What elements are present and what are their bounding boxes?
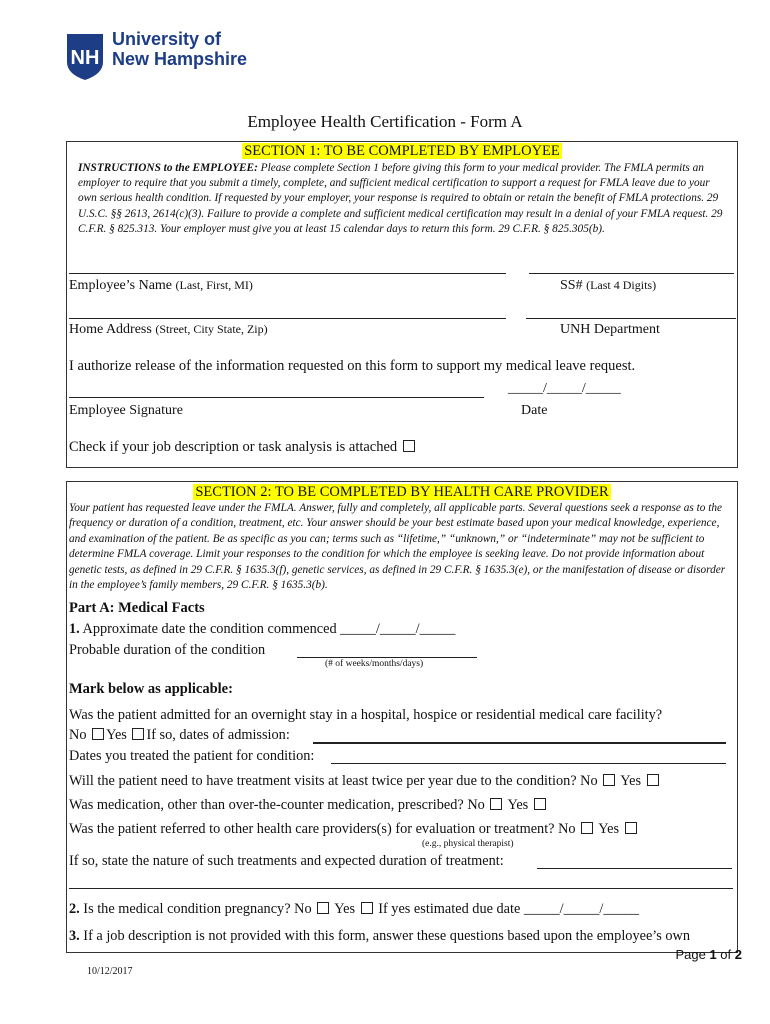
visits-question: Will the patient need to have treatment visits at least twice per year due to the condition? [69,773,577,789]
attached-text: Check if your job description or task analysis is attached [69,439,398,455]
logo-mark: NH [70,47,100,69]
form-title: Employee Health Certification - Form A [247,112,523,131]
overnight-no-label: No [69,727,87,743]
q2-text: Is the medical condition pregnancy? [79,901,291,917]
job-description-checkbox[interactable] [403,440,415,452]
duration-hint: (# of weeks/months/days) [325,659,424,669]
ss-last4-field[interactable] [529,273,734,274]
logo-line-2: New Hampshire [112,49,248,69]
section-2-heading-text: SECTION 2: TO BE COMPLETED BY HEALTH CARE PROVIDER [195,484,609,500]
q1-date-commenced [69,621,455,638]
unh-shield-logo-icon [65,32,105,82]
employee-signature-label: Employee Signature [69,403,183,418]
page-of: of [716,947,735,962]
home-address-label [69,322,268,338]
q3-number: 3. [69,928,80,944]
medication-question: Was medication, other than over-the-counter medication, prescribed? [69,797,464,813]
page-number [675,947,742,962]
treatment-nature-field[interactable] [537,868,732,869]
medication-yes-label: Yes [507,797,529,813]
unh-department-field[interactable] [526,318,736,319]
section-2-heading [67,484,737,501]
employee-name-label [69,278,253,294]
referred-question: Was the patient referred to other health care providers(s) for evaluation or treatment? [69,821,555,837]
address-label-text: Home Address [69,322,152,337]
authorize-statement: I authorize release of the information requested on this form to support my medical leave request. [69,358,636,374]
referred-yes-checkbox[interactable] [625,822,637,834]
dates-treated-label: Dates you treated the patient for condition: [69,748,315,764]
admission-dates-label: If so, dates of admission: [146,727,290,743]
pregnancy-yes-label: Yes [334,901,356,917]
q2-number: 2. [69,901,80,917]
ss-label-text: SS# [560,278,583,293]
page-current: 1 [709,947,717,962]
q3-text: If a job description is not provided with this form, answer these questions based upon the employee’s own [79,928,691,944]
medication-no-label: No [467,797,485,813]
ss-label [560,278,656,294]
referred-hint: (e.g., physical therapist) [422,839,514,849]
instructions-lead: INSTRUCTIONS to the EMPLOYEE: [78,162,258,174]
pregnancy-yes-checkbox[interactable] [361,902,373,914]
employee-instructions [78,161,728,237]
overnight-no-checkbox[interactable] [92,728,104,740]
visits-yes-checkbox[interactable] [647,774,659,786]
probable-duration-field[interactable] [297,657,477,658]
provider-instructions: Your patient has requested leave under the FMLA. Answer, fully and completely, all applicable parts. Several questions seek a response as to the frequency or duration of a condition, treatment, etc. Your answer should be your best estimate based upon your medical knowledge, experience, and examination of the patient. Be as specific as you can; terms such as “lifetime,” “unknown,” or “indeterminate” may not be sufficient to determine FMLA coverage. Limit your responses to the condition for which the employee is seeking leave. Do not provide information about genetic tests, as defined in 29 C.F.R. § 1635.3(f), genetic services, as defined in 29 C.F.R. § 1635.3(e), or the manifestation of disease or disorder in the employee’s family members, 29 C.F.R. § 1635.3(b). [69,502,726,592]
treatment-visits-row [69,773,661,790]
address-hint: (Street, City State, Zip) [155,322,268,336]
overnight-yes-checkbox[interactable] [132,728,144,740]
q3-job-description [69,928,690,945]
logo-line-1: University of [112,29,222,49]
referred-no-checkbox[interactable] [581,822,593,834]
pregnancy-no-checkbox[interactable] [317,902,329,914]
name-label-text: Employee’s Name [69,278,173,293]
referred-no-label: No [558,821,576,837]
page-total: 2 [734,947,742,962]
probable-duration-label: Probable duration of the condition [69,642,266,658]
medication-no-checkbox[interactable] [490,798,502,810]
overnight-answer-row [69,727,290,744]
dates-treated-field[interactable] [331,763,726,764]
visits-yes-label: Yes [620,773,642,789]
admission-dates-field[interactable] [313,742,726,744]
due-date-label: If yes estimated due date _____/_____/_____ [378,901,640,917]
q1-number: 1. [69,621,80,637]
home-address-field[interactable] [69,318,506,319]
date-label: Date [521,403,548,418]
overnight-yes-label: Yes [106,727,127,743]
revision-date: 10/12/2017 [87,966,133,977]
ss-hint: (Last 4 Digits) [586,278,657,292]
q2-pregnancy-row [69,901,639,918]
employee-name-field[interactable] [69,273,506,274]
medication-yes-checkbox[interactable] [534,798,546,810]
visits-no-checkbox[interactable] [603,774,615,786]
mark-applicable-heading: Mark below as applicable: [69,681,233,697]
treatment-nature-field-2[interactable] [69,888,733,889]
referred-row [69,821,639,838]
section-1-heading-text: SECTION 1: TO BE COMPLETED BY EMPLOYEE [244,143,560,159]
treatment-nature-label: If so, state the nature of such treatments and expected duration of treatment: [69,853,504,869]
q1-text: Approximate date the condition commenced _____/_____/_____ [79,621,456,637]
referred-yes-label: Yes [598,821,620,837]
overnight-stay-question: Was the patient admitted for an overnight stay in a hospital, hospice or residential medical care facility? [69,707,663,723]
employee-signature-field[interactable] [69,397,484,398]
part-a-heading: Part A: Medical Facts [69,600,205,616]
page-prefix: Page [675,947,710,962]
visits-no-label: No [580,773,598,789]
instructions-body: Please complete Section 1 before giving this form to your medical provider. The FMLA permits an employer to require that you submit a timely, complete, and sufficient medical certification to support a request for FMLA leave due to your own serious health condition. If requested by your employer, your response is required to obtain or retain the benefit of FMLA protections. 29 U.S.C. §§ 2613, 2614(c)(3). Failure to provide a complete and sufficient medical certification may result in a denial of your FMLA request. 29 C.F.R. § 825.313. Your employer must give you at least 15 calendar days to return this form. 29 C.F.R. § 825.305(b). [78,162,723,235]
university-logo-text [112,29,247,69]
pregnancy-no-label: No [294,901,312,917]
unh-department-label: UNH Department [560,322,660,337]
medication-row [69,797,548,814]
signature-date-field[interactable]: _____/_____/_____ [508,381,621,396]
name-hint: (Last, First, MI) [175,278,253,292]
job-description-attached [69,439,417,456]
section-1-heading [67,143,737,160]
